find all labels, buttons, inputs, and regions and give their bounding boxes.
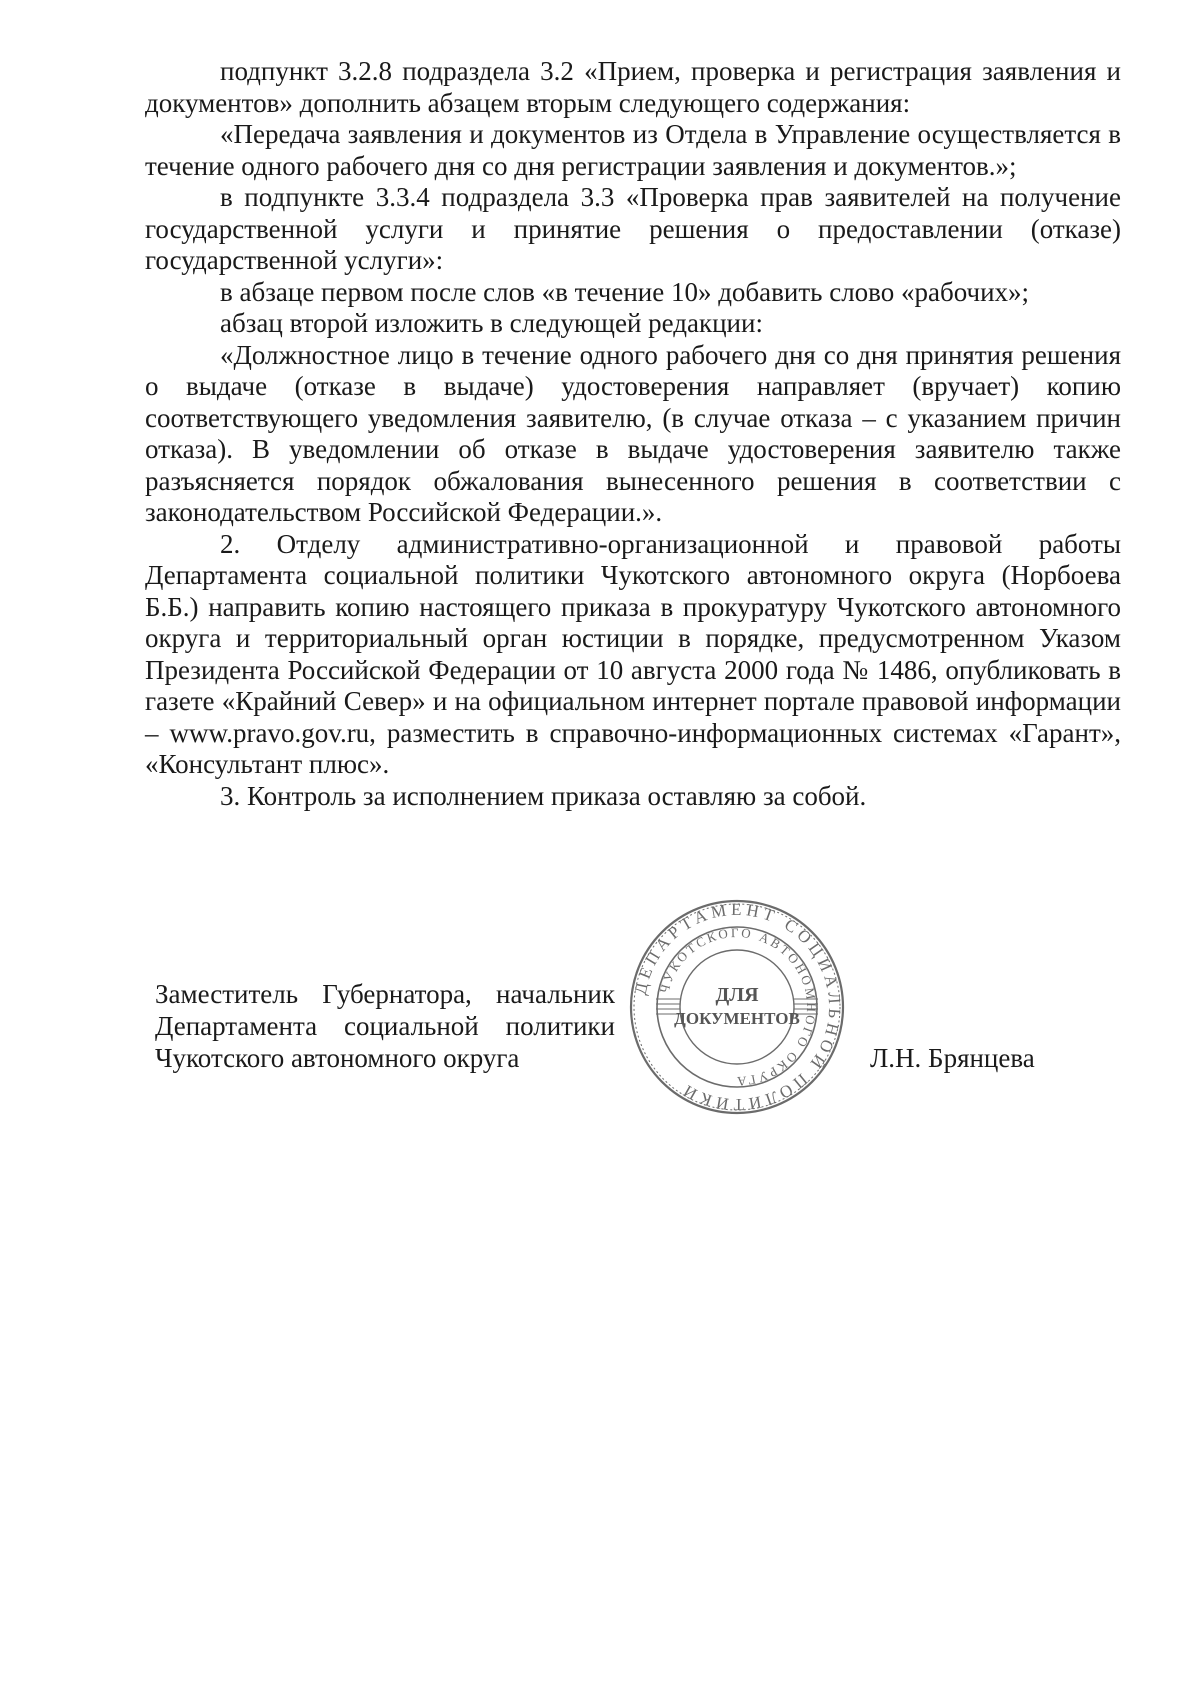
signer-position-line-3: Чукотского автономного округа [155,1043,520,1073]
seal-inner-text: ЧУКОТСКОГО АВТОНОМНОГО ОКРУГА [656,924,820,1090]
document-body [145,56,1121,812]
paragraph-6: «Должностное лицо в течение одного рабочего дня со дня принятия решения о выдаче (отказе в выдаче) удостоверения направляет (вручает) копию соответствующего уведомления заявителю, (в случае отказа – с указанием причин отказа). В уведомлении об отказе в выдаче удостоверения заявителю также разъясняется порядок обжалования вынесенного решения в соответствии с законодательством Российской Федерации.». [145,339,1121,527]
seal-center-line-2: ДОКУМЕНТОВ [674,1009,800,1028]
signature-block [155,978,615,1074]
seal-outer-text: ДЕПАРТАМЕНТ СОЦИАЛЬНОЙ ПОЛИТИКИ [630,899,845,1115]
paragraph-1: подпункт 3.2.8 подраздела 3.2 «Прием, проверка и регистрация заявления и документов» дополнить абзацем вторым следующего содержания: [145,56,1121,118]
paragraph-2: «Передача заявления и документов из Отдела в Управление осуществляется в течение одного рабочего дня со дня регистрации заявления и документов.»; [145,119,1121,181]
signer-position-line-2: Департамента социальной политики [155,1011,615,1041]
paragraph-5: абзац второй изложить в следующей редакции: [220,308,763,338]
seal-center-line-1: ДЛЯ [715,984,759,1006]
signer-position-line-1: Заместитель Губернатора, начальник [155,979,615,1009]
paragraph-3: в подпункте 3.3.4 подраздела 3.3 «Проверка прав заявителей на получение государственной услуги и принятие решения о предоставлении (отказе) государственной услуги»: [145,182,1121,275]
official-seal [628,898,846,1116]
paragraph-7: 2. Отделу административно-организационной и правовой работы Департамента социальной политики Чукотского автономного округа (Норбоева Б.Б.) направить копию настоящего приказа в прокуратуру Чукотского автономного округа и территориальный орган юстиции в порядке, предусмотренном Указом Президента Российской Федерации от 10 августа 2000 года № 1486, опубликовать в газете «Крайний Север» и на официальном интернет портале правовой информации – www.pravo.gov.ru, разместить в справочно-информационных системах «Гарант», «Консультант плюс». [145,528,1121,779]
signer-name: Л.Н. Брянцева [870,1043,1035,1073]
paragraph-4: в абзаце первом после слов «в течение 10» добавить слово «рабочих»; [220,276,1030,307]
seal-icon [628,898,846,1116]
paragraph-8: 3. Контроль за исполнением приказа оставляю за собой. [220,780,867,811]
